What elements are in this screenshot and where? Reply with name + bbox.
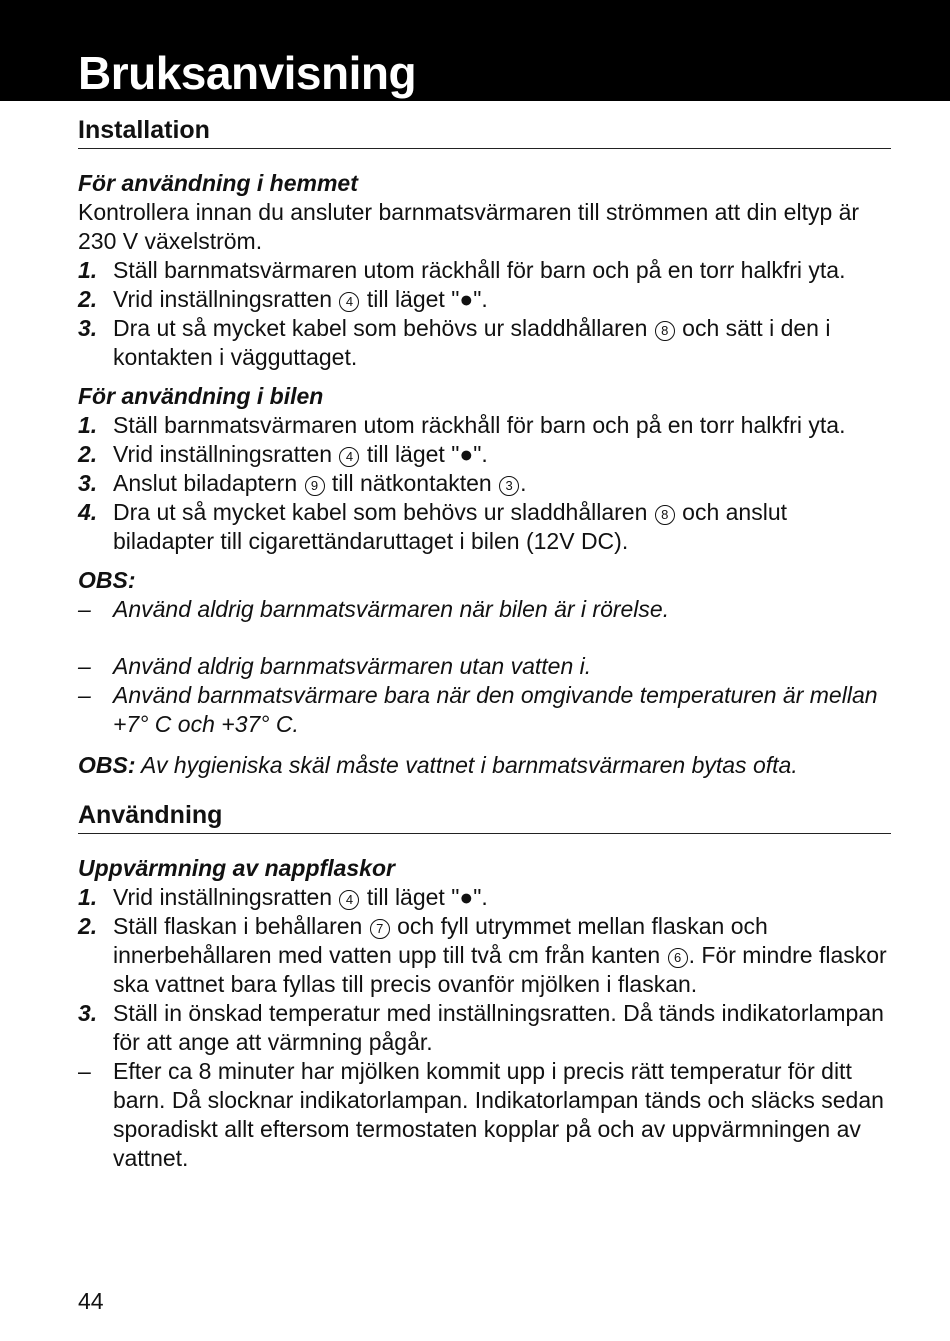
home-step xyxy=(78,285,891,314)
step-number: 3. xyxy=(78,315,98,341)
step-text: Dra ut så mycket kabel som behövs ur sladdhållaren 8 och anslut biladapter till cigarettändaruttaget i bilen (12V DC). xyxy=(113,499,788,554)
obs-item xyxy=(78,595,891,624)
car-step xyxy=(78,469,891,498)
step-text: Anslut biladaptern 9 till nätkontakten 3 . xyxy=(113,470,527,496)
subheading-bottles: Uppvärmning av nappflaskor xyxy=(78,855,395,881)
reference-number: 3 xyxy=(499,476,519,496)
note-text: Efter ca 8 minuter har mjölken kommit upp i precis rätt temperatur för ditt barn. Då slocknar indikatorlampan. Indikatorlampan tänds och släcks sedan sporadiskt allt eftersom termostaten kopplar på och av uppvärmningen av vattnet. xyxy=(113,1058,884,1171)
reference-number: 9 xyxy=(305,476,325,496)
dash: – xyxy=(78,596,91,622)
reference-number: 6 xyxy=(668,948,688,968)
section-heading-usage: Användning xyxy=(78,798,891,834)
page-title: Bruksanvisning xyxy=(78,47,417,99)
obs-hygiene xyxy=(78,751,891,780)
section-heading-installation: Installation xyxy=(78,113,891,149)
step-text: Ställ flaskan i behållaren 7 och fyll utrymmet mellan flaskan och innerbehållaren med vatten upp till två cm från kanten 6 . För mindre flaskor ska vattnet bara fyllas till precis ovanför mjölken i flaskan. xyxy=(113,913,887,997)
bottle-step xyxy=(78,999,891,1057)
dash: – xyxy=(78,653,91,679)
reference-number: 4 xyxy=(339,890,359,910)
page-number: 44 xyxy=(78,1288,104,1314)
step-text: Vrid inställningsratten 4 till läget "●". xyxy=(113,286,488,312)
bottle-step xyxy=(78,883,891,912)
reference-number: 4 xyxy=(339,292,359,312)
reference-number: 7 xyxy=(370,919,390,939)
step-text: Vrid inställningsratten 4 till läget "●". xyxy=(113,884,488,910)
obs-hygiene-text: Av hygieniska skäl måste vattnet i barnmatsvärmaren bytas ofta. xyxy=(141,752,798,778)
bottle-step xyxy=(78,912,891,999)
car-step xyxy=(78,440,891,469)
dash: – xyxy=(78,682,91,708)
subheading-car: För användning i bilen xyxy=(78,383,324,409)
step-text: Dra ut så mycket kabel som behövs ur sladdhållaren 8 och sätt i den i kontakten i vägguttaget. xyxy=(113,315,831,370)
step-number: 1. xyxy=(78,884,98,910)
obs-text: Använd barnmatsvärmare bara när den omgivande temperaturen är mellan +7° C och +37° C. xyxy=(113,682,878,737)
obs-label: OBS: xyxy=(78,567,136,593)
step-number: 1. xyxy=(78,257,98,283)
obs-item xyxy=(78,652,891,681)
car-step xyxy=(78,411,891,440)
home-step xyxy=(78,256,891,285)
step-text: Vrid inställningsratten 4 till läget "●". xyxy=(113,441,488,467)
step-number: 1. xyxy=(78,412,98,438)
step-number: 2. xyxy=(78,441,98,467)
obs-item xyxy=(78,681,891,739)
step-text: Ställ barnmatsvärmaren utom räckhåll för barn och på en torr halkfri yta. xyxy=(113,412,846,438)
step-number: 2. xyxy=(78,286,98,312)
step-number: 3. xyxy=(78,470,98,496)
obs-text: Använd aldrig barnmatsvärmaren utan vatten i. xyxy=(113,653,592,679)
reference-number: 8 xyxy=(655,321,675,341)
subheading-home: För användning i hemmet xyxy=(78,170,358,196)
home-step xyxy=(78,314,891,372)
car-step xyxy=(78,498,891,556)
home-intro: Kontrollera innan du ansluter barnmatsvärmaren till strömmen att din eltyp är 230 V växelström. xyxy=(78,199,860,254)
step-text: Ställ barnmatsvärmaren utom räckhåll för barn och på en torr halkfri yta. xyxy=(113,257,846,283)
reference-number: 4 xyxy=(339,447,359,467)
step-number: 2. xyxy=(78,913,98,939)
step-number: 4. xyxy=(78,499,98,525)
step-text: Ställ in önskad temperatur med inställningsratten. Då tänds indikatorlampan för att ange att värmning pågår. xyxy=(113,1000,884,1055)
dash: – xyxy=(78,1058,91,1084)
bottle-note xyxy=(78,1057,891,1173)
reference-number: 8 xyxy=(655,505,675,525)
content xyxy=(78,113,891,1173)
obs-text: Använd aldrig barnmatsvärmaren när bilen är i rörelse. xyxy=(113,596,670,622)
title-bar xyxy=(0,0,950,101)
step-number: 3. xyxy=(78,1000,98,1026)
obs-label: OBS: xyxy=(78,752,136,778)
